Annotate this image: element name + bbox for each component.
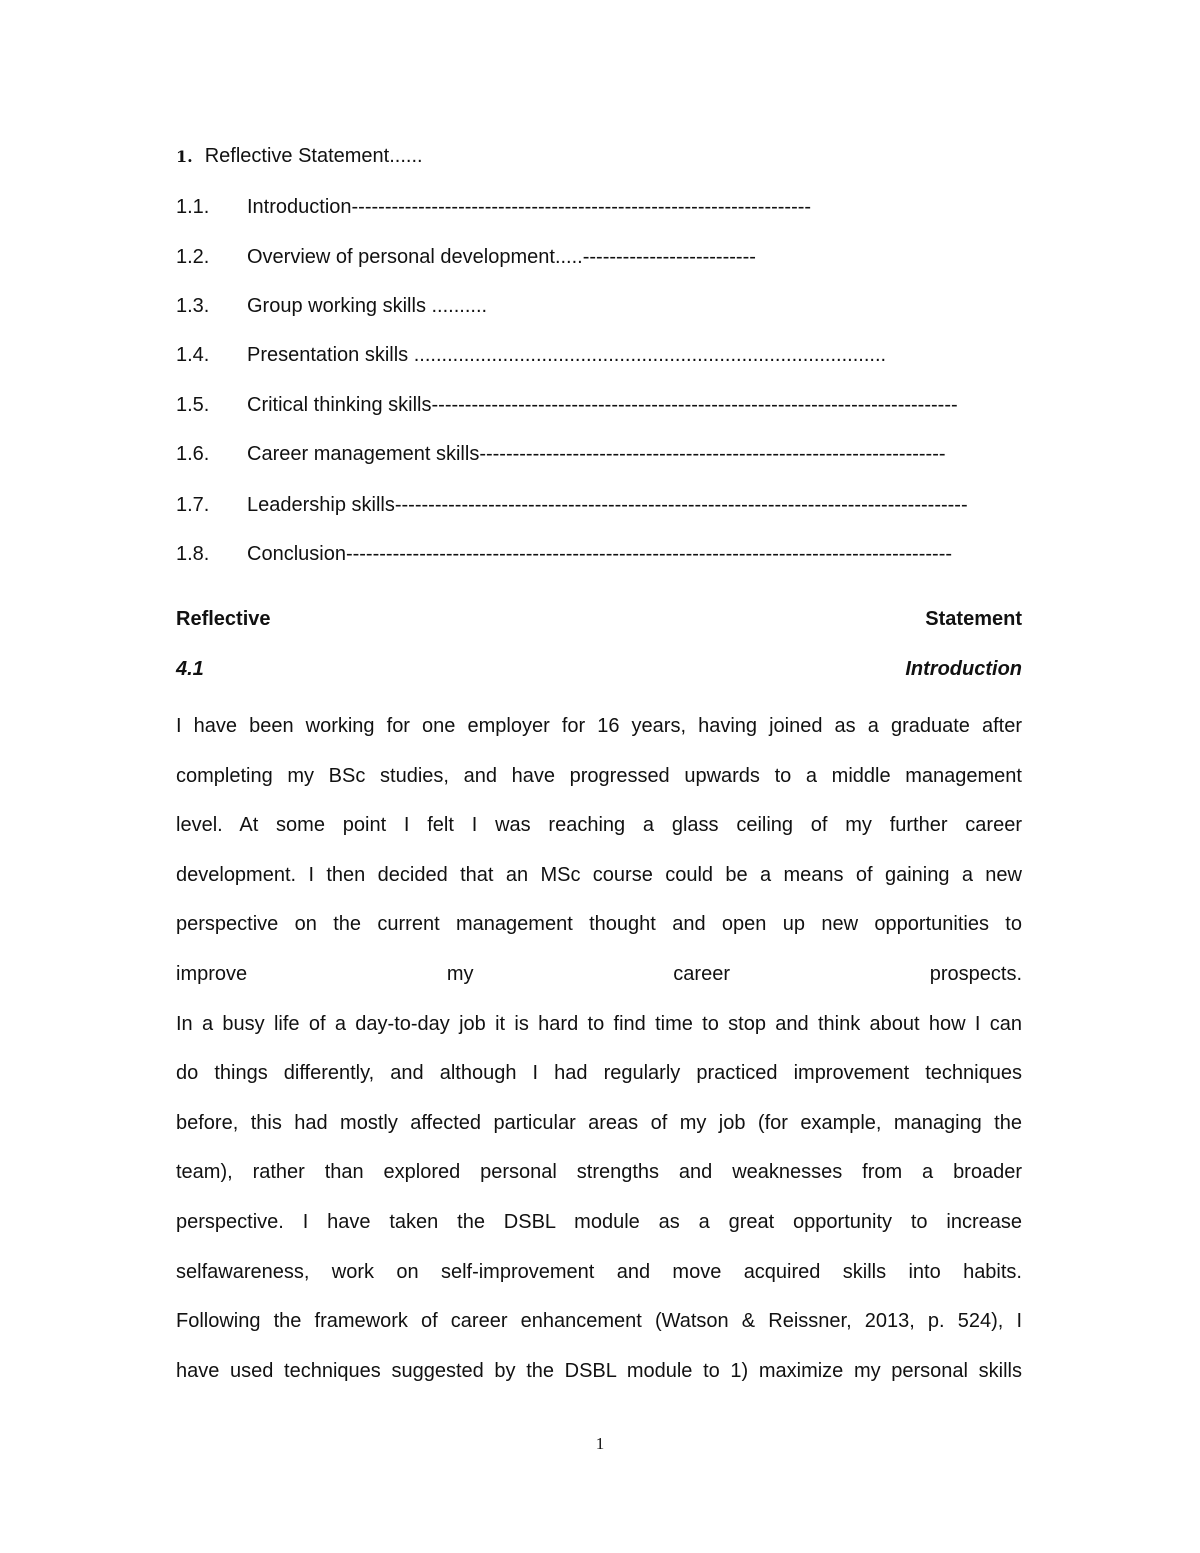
toc-item [176,192,811,222]
toc-item-text: Overview of personal development.....-------------------------- [247,246,756,268]
toc-item-text: Introduction--------------------------------------------------------------------- [247,196,812,218]
toc-item-number: 1.8. [176,543,210,565]
toc-heading-text: Reflective Statement...... [204,145,423,167]
section-title-left: Reflective [176,608,271,630]
body-line: perspective. I have taken the DSBL module as a great opportunity to increase [176,1210,1022,1233]
body-line: selfawareness, work on self-improvement and move acquired skills into habits. [176,1260,1022,1283]
page-number: 1 [595,1434,605,1453]
body-line: have used techniques suggested by the DSBL module to 1) maximize my personal skills [176,1359,1022,1382]
body-line: I have been working for one employer for 16 years, having joined as a graduate after [176,715,1022,737]
toc-item-text: Career management skills---------------------------------------------------------------------- [247,443,946,465]
body-line: completing my BSc studies, and have progressed upwards to a middle management [176,764,1022,787]
toc-item-text: Conclusion------------------------------------------------------------------------------------------- [247,543,953,565]
body-paragraphs [176,702,1022,1396]
toc-item-number: 1.3. [176,295,210,317]
toc-item-number: 1.5. [176,394,210,416]
toc-item [176,390,958,420]
body-line: team), rather than explored personal strengths and weaknesses from a broader [176,1161,1022,1184]
toc-item [176,439,946,469]
toc-item-number: 1.4. [176,344,210,366]
body-line: improve my career prospects. [176,962,1022,985]
body-line: In a busy life of a day-to-day job it is hard to find time to stop and think about how I can [176,1012,1022,1035]
toc-item-number: 1.1. [176,196,210,218]
toc-heading [176,142,423,171]
toc-item [176,242,756,272]
toc-heading-number: 1. [176,147,193,166]
subsection-title [176,654,1022,684]
body-line: level. At some point I felt I was reaching a glass ceiling of my further career [176,814,1022,837]
subsection-number: 4.1 [176,658,204,680]
body-line: perspective on the current management thought and open up new opportunities to [176,913,1022,936]
toc-item-number: 1.6. [176,443,210,465]
toc-item [176,490,968,520]
toc-item [176,291,487,321]
toc-item-number: 1.7. [176,494,210,516]
toc-item-text: Presentation skills ..................................................................................... [247,344,887,366]
section-title [176,604,1022,634]
body-line: before, this had mostly affected particular areas of my job (for example, managing the [176,1111,1022,1134]
body-line: Following the framework of career enhancement (Watson & Reissner, 2013, p. 524), I [176,1310,1022,1333]
body-line: development. I then decided that an MSc course could be a means of gaining a new [176,863,1022,886]
toc-item-number: 1.2. [176,246,210,268]
section-title-right: Statement [925,608,1022,630]
toc-item-text: Critical thinking skills------------------------------------------------------------------------------- [247,394,958,416]
subsection-title-text: Introduction [905,658,1022,680]
toc-item-text: Group working skills .......... [247,295,488,317]
toc-item-text: Leadership skills-------------------------------------------------------------------------------------- [247,494,968,516]
toc-item [176,340,886,370]
toc-item [176,539,952,569]
body-line: do things differently, and although I had regularly practiced improvement techniques [176,1062,1022,1085]
